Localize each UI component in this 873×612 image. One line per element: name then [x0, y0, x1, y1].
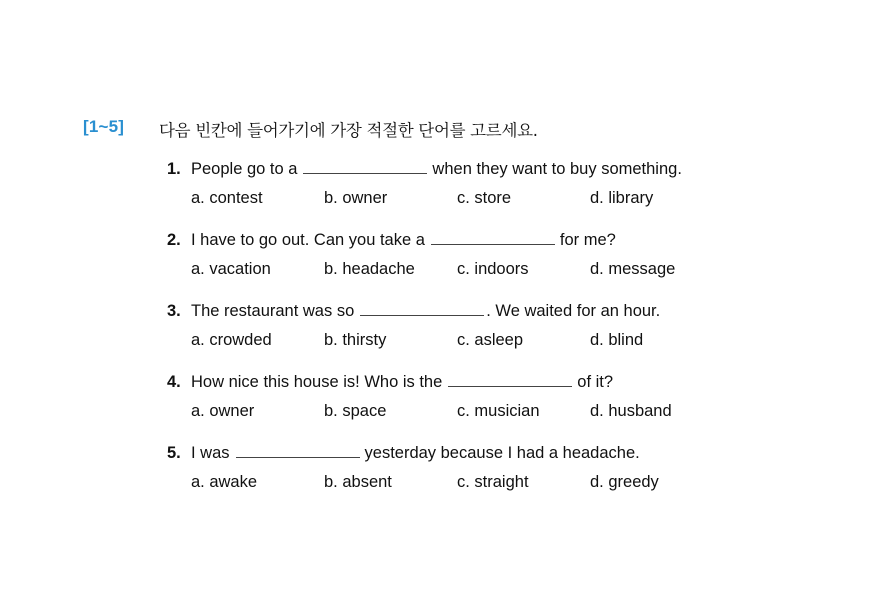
choice-d: d. husband [590, 402, 672, 420]
choice-d: d. message [590, 260, 676, 278]
choice-b: b. owner [324, 189, 388, 207]
choice-a: a. vacation [191, 260, 271, 278]
question-stem [167, 230, 616, 250]
question-number: 1. [167, 160, 181, 178]
stem-before-blank: I have to go out. Can you take a [191, 231, 425, 249]
question-stem [167, 443, 640, 463]
question-2 [167, 230, 787, 290]
question-stem [167, 159, 682, 179]
question-4 [167, 372, 787, 432]
choice-c: c. asleep [457, 331, 524, 349]
exercise-header [83, 117, 783, 141]
stem-after-blank: of it? [577, 373, 614, 391]
choice-d: d. library [590, 189, 654, 207]
choice-a: a. contest [191, 189, 263, 207]
choice-b: b. headache [324, 260, 415, 278]
choice-c: c. indoors [457, 260, 529, 278]
question-number: 5. [167, 444, 181, 462]
question-stem [167, 301, 660, 321]
choice-c: c. store [457, 189, 512, 207]
choice-a: a. crowded [191, 331, 272, 349]
question-3 [167, 301, 787, 361]
stem-before-blank: I was [191, 444, 230, 462]
choice-b: b. thirsty [324, 331, 387, 349]
instruction-text: 다음 빈칸에 들어가기에 가장 적절한 단어를 고르세요. [159, 121, 538, 140]
question-number: 2. [167, 231, 181, 249]
question-range: [1~5] [83, 117, 125, 136]
question-stem [167, 372, 613, 392]
choice-a: a. awake [191, 473, 258, 491]
stem-after-blank: . We waited for an hour. [486, 302, 661, 320]
question-number: 3. [167, 302, 181, 320]
stem-before-blank: People go to a [191, 160, 298, 178]
choice-c: c. straight [457, 473, 529, 491]
choice-c: c. musician [457, 402, 540, 420]
stem-after-blank: when they want to buy something. [432, 160, 682, 178]
stem-before-blank: The restaurant was so [191, 302, 355, 320]
question-number: 4. [167, 373, 181, 391]
stem-after-blank: yesterday because I had a headache. [364, 444, 640, 462]
choice-d: d. blind [590, 331, 644, 349]
question-1 [167, 159, 787, 219]
choice-b: b. absent [324, 473, 392, 491]
stem-after-blank: for me? [559, 231, 616, 249]
stem-before-blank: How nice this house is! Who is the [191, 373, 443, 391]
answer-blank [360, 301, 484, 316]
answer-blank [431, 230, 555, 245]
answer-blank [303, 159, 427, 174]
choice-d: d. greedy [590, 473, 659, 491]
choice-a: a. owner [191, 402, 255, 420]
answer-blank [448, 372, 572, 387]
answer-blank [236, 443, 360, 458]
question-5 [167, 443, 787, 503]
choice-b: b. space [324, 402, 387, 420]
